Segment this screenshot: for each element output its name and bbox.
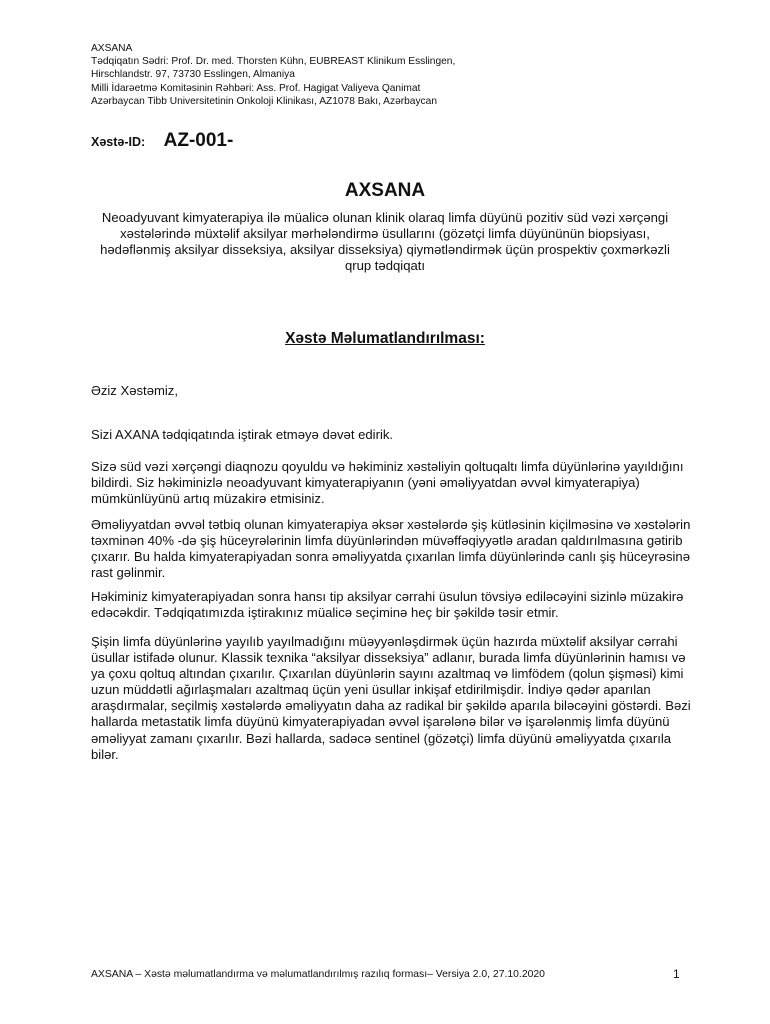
- section-title: Xəstə Məlumatlandırılması:: [285, 330, 485, 347]
- greeting-text: Əziz Xəstəmiz,: [91, 383, 178, 398]
- patient-id-label: Xəstə-ID:: [91, 135, 146, 149]
- study-title: AXSANA: [344, 180, 426, 201]
- paragraph-1: [91, 427, 691, 443]
- paragraph-3: [91, 517, 691, 581]
- paragraph-text: Əməliyyatdan əvvəl tətbiq olunan kimyaterapiya əksər xəstələrdə şiş kütləsinin kiçilməsinə və xəstələrin təxminən 40% -də şiş hüceyrələrinin limfa düyünlərindən müvəffəqiyyətlə aradan qaldırılmasına gətirib çıxarır. Bu halda kimyaterapiyadan sonra əməliyyatda çıxarılan limfa düyünlərində canlı şiş hüceyrəsinə rast gəlinmir.: [91, 517, 691, 581]
- greeting: [91, 383, 691, 399]
- paragraph-text: Şişin limfa düyünlərinə yayılıb yayılmadığını müəyyənləşdirmək üçün hazırda müxtəlif aksilyar cərrahi üsullar istifadə olunur. Klassik texnika “aksilyar disseksiya” adlanır, burada limfa düyünlərinin hamısı və ya çoxu qoltuq altından çıxarılır. Çıxarılan düyünlərin sayını azaltmaq və limfödem (qolun şişməsi) kimi uzun müddətli ağırlaşmaları azaltmaq üçün yeni üsullar inkişaf etdirilmişdir. İndiyə qədər aparılan araşdırmalar, seçilmiş xəstələrdə əməliyyatın daha az radikal bir şəkildə aparıla biləcəyini göstərdi. Bəzi hallarda metastatik limfa düyünü kimyaterapiyadan əvvəl işarələnə bilər və işarələnmiş limfa düyünü əməliyyat zamanı çıxarılır. Bəzi hallarda, sadəcə sentinel (gözətçi) limfa düyünü əməliyyatda çıxarıla bilər.: [91, 634, 691, 762]
- paragraph-4: [91, 589, 691, 621]
- paragraph-2: [91, 459, 691, 507]
- patient-id-row: [91, 130, 233, 152]
- header-line: Azərbaycan Tibb Universitetinin Onkoloji Klinikası, AZ1078 Bakı, Azərbaycan: [91, 95, 437, 107]
- study-subtitle: Neoadyuvant kimyaterapiya ilə müalicə olunan klinik olaraq limfa düyünü pozitiv süd vəzi xərçəngi xəstələrində müxtəlif aksilyar mərhələndirmə üsullarını (gözətçi limfa düyününün biopsiyası, hədəflənmiş aksilyar disseksiya, aksilyar disseksiya) qiymətləndirmək üçün prospektiv çoxmərkəzli qrup tədqiqatı: [100, 210, 670, 273]
- paragraph-5: [91, 634, 691, 763]
- header-line: Milli İdarəetmə Komitəsinin Rəhbəri: Ass. Prof. Hagigat Valiyeva Qanimat: [91, 82, 421, 94]
- header-line: Tədqiqatın Sədri: Prof. Dr. med. Thorsten Kühn, EUBREAST Klinikum Esslingen,: [91, 56, 456, 68]
- document-header: [91, 42, 455, 108]
- paragraph-text: Sizə süd vəzi xərçəngi diaqnozu qoyuldu və həkiminiz xəstəliyin qoltuqaltı limfa düyünlərinə yayıldığını bildirdi. Siz həkiminizlə neoadyuvant kimyaterapiyanın (yəni əməliyyatdan əvvəl kimyaterapiya) mümkünlüyünü artıq müzakirə etmisiniz.: [91, 459, 684, 507]
- footer-text: AXSANA – Xəstə məlumatlandırma və məlumatlandırılmış razılıq forması– Versiya 2.0, 27.10.2020: [91, 969, 545, 980]
- header-line: Hirschlandstr. 97, 73730 Esslingen, Almaniya: [91, 69, 295, 81]
- paragraph-text: Sizi AXANA tədqiqatında iştirak etməyə dəvət edirik.: [91, 427, 394, 442]
- paragraph-text: Həkiminiz kimyaterapiyadan sonra hansı tip aksilyar cərrahi üsulun tövsiyə ediləcəyini sizinlə müzakirə edəcəkdir. Tədqiqatımızda iştirakınız müalicə seçiminə heç bir şəkildə təsir etmir.: [91, 589, 684, 621]
- header-line: AXSANA: [91, 43, 133, 54]
- patient-id-value: AZ-001-: [163, 130, 234, 151]
- page-number: 1: [673, 967, 680, 981]
